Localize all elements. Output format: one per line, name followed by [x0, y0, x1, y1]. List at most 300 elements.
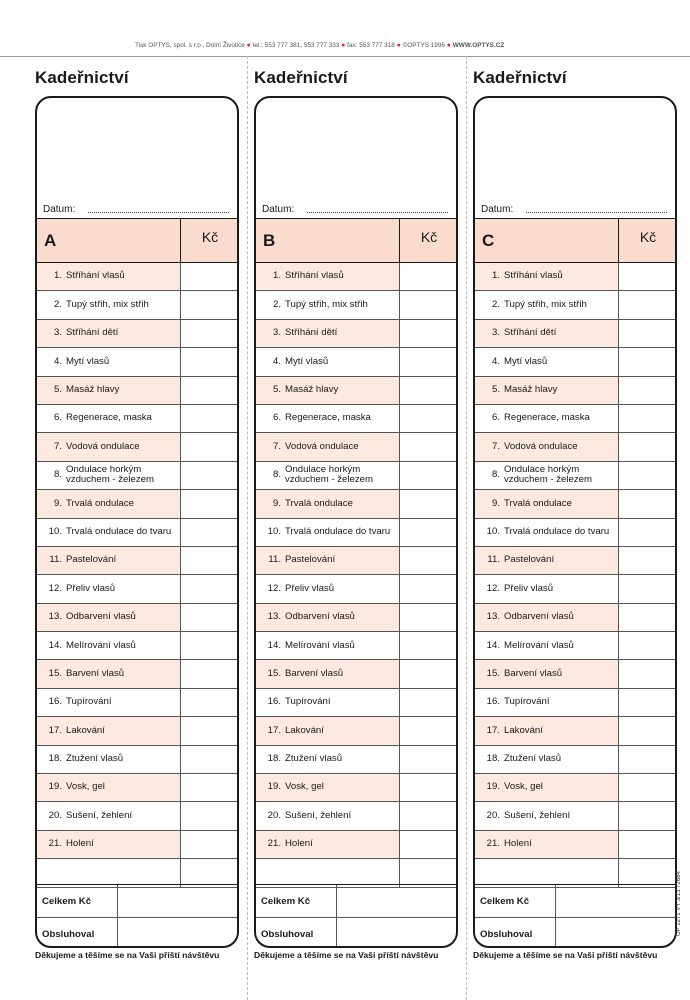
service-name: Holení	[504, 838, 532, 850]
service-number: 13.	[267, 611, 281, 623]
service-amount-field[interactable]	[399, 604, 458, 631]
service-number: 18.	[48, 753, 62, 765]
form-title: Kadeřnictví	[254, 68, 348, 87]
receipt-box	[35, 96, 239, 948]
service-amount-field[interactable]	[180, 490, 239, 517]
service-amount-field[interactable]	[180, 519, 239, 546]
service-name: Masáž hlavy	[285, 384, 339, 395]
service-amount-field[interactable]	[399, 490, 458, 517]
service-name: Trvalá ondulace do tvaru	[504, 525, 610, 537]
service-name: Masáž hlavy	[66, 384, 120, 395]
service-amount-field[interactable]	[618, 348, 677, 375]
served-by-field[interactable]	[117, 918, 237, 948]
service-label	[256, 802, 399, 829]
service-amount-field[interactable]	[180, 462, 239, 489]
service-number: 11.	[487, 554, 500, 566]
service-number: 7.	[491, 440, 500, 452]
service-list	[256, 263, 456, 888]
product-code	[676, 836, 688, 946]
service-row	[256, 433, 456, 461]
service-number: 2.	[491, 298, 500, 310]
service-number: 13.	[486, 611, 500, 623]
served-by-field[interactable]	[336, 918, 456, 948]
service-name: Přeliv vlasů	[504, 582, 554, 594]
service-amount-field[interactable]	[618, 774, 677, 801]
service-amount-field[interactable]	[180, 831, 239, 858]
notes-area[interactable]	[475, 98, 675, 218]
service-amount-field[interactable]	[618, 433, 677, 460]
service-label	[37, 632, 180, 659]
service-amount-field[interactable]	[180, 348, 239, 375]
service-label	[37, 802, 180, 829]
service-name: Vosk, gel	[66, 781, 105, 793]
service-name: Melírování vlasů	[285, 639, 355, 651]
service-name: Ztužení vlasů	[66, 753, 124, 765]
service-amount-field[interactable]	[180, 320, 239, 347]
service-name: Sušení, žehlení	[66, 809, 133, 821]
service-amount-field[interactable]	[618, 746, 677, 773]
service-row	[37, 547, 237, 575]
service-number: 9.	[491, 497, 500, 509]
service-row	[37, 604, 237, 632]
service-name: Odbarvení vlasů	[66, 611, 136, 623]
service-number: 21.	[48, 838, 62, 850]
service-number: 7.	[272, 440, 281, 452]
service-label	[475, 320, 618, 347]
service-number: 1.	[272, 270, 281, 282]
service-amount-field[interactable]	[180, 717, 239, 744]
service-name: Stříhání vlasů	[504, 270, 563, 282]
service-label	[256, 519, 399, 546]
service-amount-field[interactable]	[399, 746, 458, 773]
service-label	[475, 632, 618, 659]
service-amount-field[interactable]	[399, 263, 458, 290]
service-label	[475, 462, 618, 489]
service-name: Tupírování	[285, 696, 331, 708]
service-label	[37, 490, 180, 517]
service-amount-field[interactable]	[180, 433, 239, 460]
service-amount-field[interactable]	[180, 660, 239, 687]
service-name: Lakování	[285, 724, 324, 736]
service-label	[256, 547, 399, 574]
service-row	[256, 547, 456, 575]
service-row	[475, 660, 675, 688]
service-name: Přeliv vlasů	[66, 582, 116, 594]
service-amount-field[interactable]	[180, 547, 239, 574]
service-name: Regenerace, maska	[285, 412, 371, 424]
service-label	[37, 746, 180, 773]
service-number: 12.	[486, 582, 500, 594]
service-name: Mytí vlasů	[285, 355, 329, 367]
service-name: Vodová ondulace	[66, 440, 140, 452]
service-amount-field[interactable]	[618, 547, 677, 574]
service-amount-field[interactable]	[618, 632, 677, 659]
service-row	[37, 377, 237, 405]
service-label	[37, 405, 180, 432]
service-label	[256, 405, 399, 432]
service-number: 8.	[272, 469, 281, 481]
service-amount-field[interactable]	[180, 575, 239, 602]
service-label	[475, 490, 618, 517]
service-name: Tupý střih, mix střih	[66, 298, 149, 310]
service-row	[256, 689, 456, 717]
service-label	[475, 433, 618, 460]
service-name: Ztužení vlasů	[285, 753, 343, 765]
service-name: Vodová ondulace	[504, 440, 578, 452]
service-label	[37, 291, 180, 318]
service-number: 19.	[486, 781, 500, 793]
service-amount-field[interactable]	[399, 462, 458, 489]
service-amount-field[interactable]	[618, 519, 677, 546]
service-number: 7.	[53, 440, 62, 452]
service-name: Sušení, žehlení	[285, 809, 352, 821]
date-field[interactable]	[526, 212, 667, 213]
service-row	[475, 320, 675, 348]
service-row	[475, 377, 675, 405]
totals-section	[475, 884, 675, 948]
service-number: 10.	[267, 525, 281, 537]
service-row	[256, 746, 456, 774]
service-name: Melírování vlasů	[66, 639, 136, 651]
service-row	[256, 320, 456, 348]
service-amount-field[interactable]	[618, 320, 677, 347]
service-row	[475, 632, 675, 660]
service-row	[256, 490, 456, 518]
service-label	[37, 575, 180, 602]
service-name: Holení	[285, 838, 313, 850]
service-label	[37, 377, 180, 404]
service-amount-field[interactable]	[399, 377, 458, 404]
service-number: 21.	[267, 838, 281, 850]
service-name: Pastelování	[66, 554, 117, 566]
service-amount-field[interactable]	[399, 547, 458, 574]
service-number: 15.	[267, 667, 281, 679]
service-label	[475, 405, 618, 432]
service-label	[256, 859, 399, 886]
service-amount-field[interactable]	[180, 377, 239, 404]
service-label	[37, 660, 180, 687]
thank-you-note: Děkujeme a těšíme se na Vaši příští návštěvu	[35, 950, 220, 960]
service-number: 8.	[491, 469, 500, 481]
total-label: Celkem Kč	[480, 896, 530, 907]
receipt-slip	[473, 62, 679, 972]
service-number: 1.	[53, 270, 62, 282]
service-row	[475, 802, 675, 830]
service-amount-field[interactable]	[618, 604, 677, 631]
service-label	[256, 490, 399, 517]
service-row	[256, 632, 456, 660]
service-row	[37, 348, 237, 376]
totals-section	[37, 884, 237, 948]
currency-header: Kč	[618, 219, 677, 262]
service-number: 18.	[267, 753, 281, 765]
service-row	[37, 405, 237, 433]
service-amount-field[interactable]	[618, 717, 677, 744]
service-amount-field[interactable]	[618, 859, 677, 886]
service-name: Ondulace horkým vzduchem - železem	[504, 463, 592, 486]
service-amount-field[interactable]	[399, 859, 458, 886]
service-number: 9.	[272, 497, 281, 509]
service-label	[475, 660, 618, 687]
service-amount-field[interactable]	[399, 831, 458, 858]
service-amount-field[interactable]	[180, 263, 239, 290]
service-amount-field[interactable]	[399, 348, 458, 375]
receipt-slip	[254, 62, 460, 972]
notes-area[interactable]	[37, 98, 237, 218]
service-name: Odbarvení vlasů	[285, 611, 355, 623]
service-label	[475, 547, 618, 574]
service-label	[37, 604, 180, 631]
service-label	[37, 519, 180, 546]
service-number: 5.	[491, 384, 500, 395]
bullet-icon: ●	[246, 42, 251, 49]
service-label	[475, 831, 618, 858]
service-name: Regenerace, maska	[66, 412, 152, 424]
total-amount-field[interactable]	[336, 885, 456, 917]
service-label	[256, 632, 399, 659]
slip-header-row	[256, 218, 456, 263]
service-amount-field[interactable]	[180, 405, 239, 432]
service-row	[37, 519, 237, 547]
service-amount-field[interactable]	[180, 632, 239, 659]
service-number: 9.	[53, 497, 62, 509]
form-title: Kadeřnictví	[35, 68, 129, 87]
service-number: 20.	[486, 809, 500, 821]
served-by-row	[256, 917, 456, 948]
service-label	[37, 774, 180, 801]
service-name: Melírování vlasů	[504, 639, 574, 651]
date-field[interactable]	[88, 212, 229, 213]
service-amount-field[interactable]	[618, 377, 677, 404]
service-row	[475, 831, 675, 859]
receipt-box	[473, 96, 677, 948]
served-by-row	[37, 917, 237, 948]
service-label	[475, 802, 618, 829]
bullet-icon: ●	[446, 42, 451, 49]
service-label	[37, 831, 180, 858]
service-row	[37, 802, 237, 830]
service-label	[37, 320, 180, 347]
service-number: 14.	[48, 639, 62, 651]
service-amount-field[interactable]	[180, 802, 239, 829]
service-amount-field[interactable]	[618, 263, 677, 290]
service-label	[256, 462, 399, 489]
service-name: Trvalá ondulace do tvaru	[66, 525, 172, 537]
service-number: 19.	[267, 781, 281, 793]
service-amount-field[interactable]	[399, 717, 458, 744]
served-by-label: Obsluhoval	[42, 929, 95, 940]
service-name: Trvalá ondulace	[504, 497, 572, 509]
bullet-icon: ●	[341, 42, 346, 49]
service-number: 14.	[486, 639, 500, 651]
service-label	[37, 689, 180, 716]
service-label	[256, 831, 399, 858]
service-row	[475, 717, 675, 745]
service-number: 10.	[486, 525, 500, 537]
service-label	[256, 377, 399, 404]
service-label	[256, 660, 399, 687]
service-name: Stříhání dětí	[504, 327, 557, 339]
service-label	[37, 717, 180, 744]
service-label	[37, 263, 180, 290]
service-row	[256, 291, 456, 319]
service-name: Pastelování	[504, 554, 555, 566]
notes-area[interactable]	[256, 98, 456, 218]
service-name: Vosk, gel	[285, 781, 324, 793]
service-row	[37, 632, 237, 660]
service-row	[256, 831, 456, 859]
product-code-text: OP 1271 VY 3/13 72684	[676, 871, 682, 936]
perforation-line	[247, 56, 248, 1000]
service-amount-field[interactable]	[399, 774, 458, 801]
service-number: 2.	[272, 298, 281, 310]
date-label: Datum:	[43, 204, 76, 215]
service-label	[256, 689, 399, 716]
slip-letter: A	[44, 231, 57, 250]
service-name: Regenerace, maska	[504, 412, 590, 424]
service-amount-field[interactable]	[399, 632, 458, 659]
service-number: 11.	[49, 554, 62, 566]
service-row	[256, 774, 456, 802]
service-number: 11.	[268, 554, 281, 566]
service-number: 6.	[491, 412, 500, 424]
top-rule	[0, 56, 690, 57]
slip-header-row	[37, 218, 237, 263]
service-name: Ondulace horkým vzduchem - železem	[66, 463, 154, 486]
total-amount-field[interactable]	[117, 885, 237, 917]
service-row	[37, 689, 237, 717]
service-amount-field[interactable]	[399, 405, 458, 432]
service-label	[256, 746, 399, 773]
form-title: Kadeřnictví	[473, 68, 567, 87]
service-amount-field[interactable]	[399, 320, 458, 347]
served-by-row	[475, 917, 675, 948]
service-amount-field[interactable]	[399, 519, 458, 546]
service-amount-field[interactable]	[399, 575, 458, 602]
service-name: Odbarvení vlasů	[504, 611, 574, 623]
service-name: Barvení vlasů	[66, 667, 125, 679]
service-name: Stříhání vlasů	[285, 270, 344, 282]
printer-phone: tel.: 553 777 381, 553 777 333	[252, 42, 340, 49]
service-row	[37, 575, 237, 603]
service-label	[37, 859, 180, 886]
service-number: 13.	[48, 611, 62, 623]
service-number: 14.	[267, 639, 281, 651]
service-number: 1.	[491, 270, 500, 282]
service-label	[475, 291, 618, 318]
date-label: Datum:	[481, 204, 514, 215]
service-row	[256, 717, 456, 745]
service-row	[475, 433, 675, 461]
service-name: Vodová ondulace	[285, 440, 359, 452]
service-name: Tupý střih, mix střih	[504, 298, 587, 310]
total-label: Celkem Kč	[261, 896, 311, 907]
service-name: Mytí vlasů	[504, 355, 548, 367]
service-amount-field[interactable]	[618, 802, 677, 829]
service-row	[475, 689, 675, 717]
service-label	[256, 320, 399, 347]
service-amount-field[interactable]	[618, 689, 677, 716]
service-number: 20.	[267, 809, 281, 821]
service-list	[475, 263, 675, 888]
date-field[interactable]	[307, 212, 448, 213]
service-amount-field[interactable]	[618, 291, 677, 318]
service-number: 4.	[272, 355, 281, 367]
service-label	[475, 377, 618, 404]
service-name: Přeliv vlasů	[285, 582, 335, 594]
service-number: 15.	[486, 667, 500, 679]
service-label	[37, 433, 180, 460]
service-amount-field[interactable]	[180, 291, 239, 318]
service-number: 3.	[272, 327, 281, 339]
service-row	[475, 405, 675, 433]
service-amount-field[interactable]	[180, 604, 239, 631]
service-label	[256, 348, 399, 375]
total-label: Celkem Kč	[42, 896, 92, 907]
service-amount-field[interactable]	[618, 660, 677, 687]
service-amount-field[interactable]	[399, 660, 458, 687]
service-amount-field[interactable]	[618, 405, 677, 432]
service-label	[256, 433, 399, 460]
service-row	[256, 604, 456, 632]
copyright: ©OPTYS 1996	[402, 42, 445, 49]
service-row	[37, 291, 237, 319]
service-label	[475, 859, 618, 886]
service-row	[475, 604, 675, 632]
service-amount-field[interactable]	[180, 746, 239, 773]
service-amount-field[interactable]	[618, 490, 677, 517]
service-row	[37, 717, 237, 745]
service-amount-field[interactable]	[618, 831, 677, 858]
service-amount-field[interactable]	[399, 291, 458, 318]
service-number: 16.	[267, 696, 281, 708]
slip-header-row	[475, 218, 675, 263]
service-number: 21.	[486, 838, 500, 850]
service-amount-field[interactable]	[180, 689, 239, 716]
service-amount-field[interactable]	[180, 859, 239, 886]
total-amount-field[interactable]	[555, 885, 675, 917]
service-amount-field[interactable]	[399, 689, 458, 716]
service-amount-field[interactable]	[618, 575, 677, 602]
service-number: 17.	[48, 724, 62, 736]
thank-you-note: Děkujeme a těšíme se na Vaši příští návštěvu	[254, 950, 439, 960]
service-amount-field[interactable]	[180, 774, 239, 801]
served-by-label: Obsluhoval	[480, 929, 533, 940]
service-label	[256, 774, 399, 801]
currency-header: Kč	[399, 219, 458, 262]
service-row	[475, 291, 675, 319]
service-number: 5.	[53, 384, 62, 395]
service-name: Ondulace horkým vzduchem - železem	[285, 463, 373, 486]
service-name: Tupírování	[66, 696, 112, 708]
service-number: 16.	[486, 696, 500, 708]
service-number: 10.	[48, 525, 62, 537]
service-row	[37, 263, 237, 291]
service-row	[256, 519, 456, 547]
service-name: Trvalá ondulace do tvaru	[285, 525, 391, 537]
service-amount-field[interactable]	[618, 462, 677, 489]
slip-letter: B	[263, 231, 276, 250]
service-amount-field[interactable]	[399, 802, 458, 829]
service-row	[37, 774, 237, 802]
service-number: 12.	[48, 582, 62, 594]
service-name: Masáž hlavy	[504, 384, 558, 395]
service-label	[475, 519, 618, 546]
service-number: 8.	[53, 469, 62, 481]
service-amount-field[interactable]	[399, 433, 458, 460]
served-by-field[interactable]	[555, 918, 675, 948]
receipt-box	[254, 96, 458, 948]
